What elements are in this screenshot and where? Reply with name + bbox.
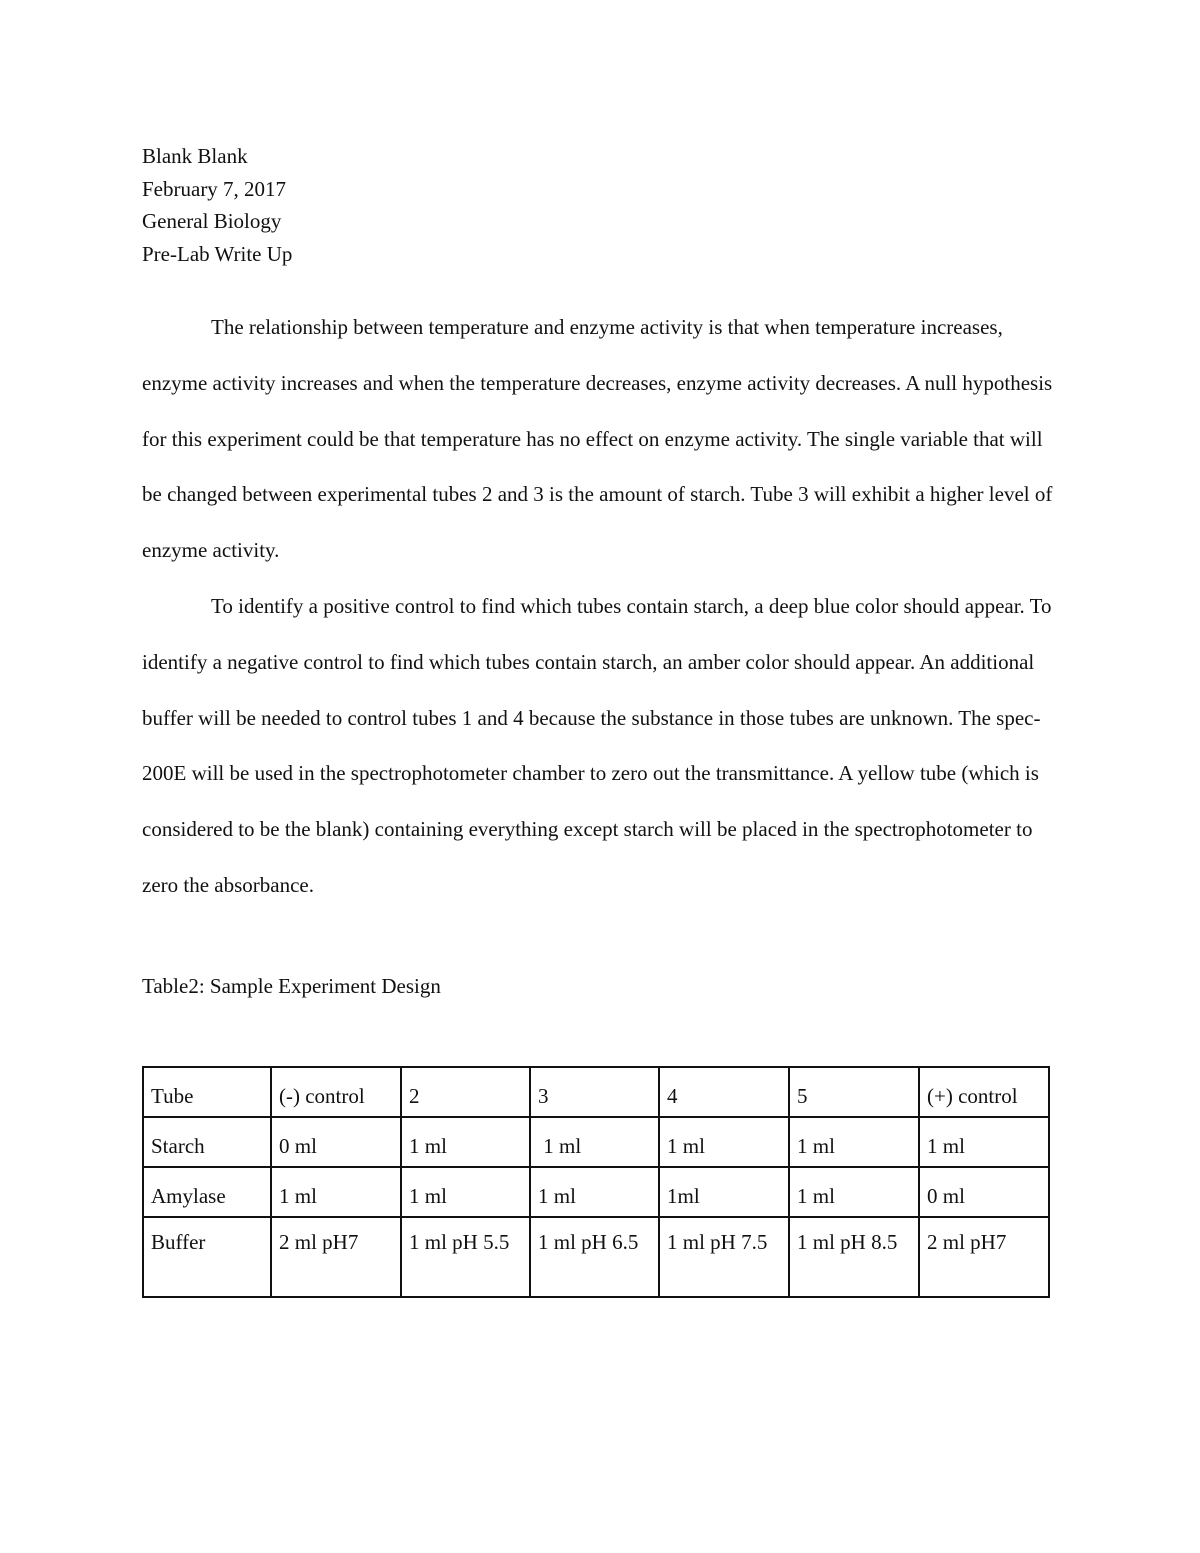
table-cell: 1 ml	[401, 1117, 530, 1167]
document-body	[142, 300, 1062, 914]
table-cell: 1 ml	[659, 1117, 789, 1167]
assignment-title: Pre-Lab Write Up	[142, 241, 293, 266]
course-name: General Biology	[142, 209, 282, 233]
table-cell: 3	[530, 1067, 659, 1117]
table-cell: Amylase	[143, 1167, 271, 1217]
table-cell: 2 ml pH7	[271, 1217, 401, 1297]
table-cell: 1 ml	[401, 1167, 530, 1217]
table-cell: 2 ml pH7	[919, 1217, 1049, 1297]
table-cell: Tube	[143, 1067, 271, 1117]
table-cell: 1ml	[659, 1167, 789, 1217]
table-cell: 1 ml pH 7.5	[659, 1217, 789, 1297]
table-cell: 0 ml	[271, 1117, 401, 1167]
table-cell: 0 ml	[919, 1167, 1049, 1217]
author-name: Blank Blank	[142, 144, 248, 168]
table-caption: Table2: Sample Experiment Design	[142, 974, 441, 998]
table-cell: Buffer	[143, 1217, 271, 1297]
paragraph-hypothesis: The relationship between temperature and enzyme activity is that when temperature increases, enzyme activity increases and when the temperature decreases, enzyme activity decreases. A null hypothesis for this experiment could be that temperature has no effect on enzyme activity. The single variable that will be changed between experimental tubes 2 and 3 is the amount of starch. Tube 3 will exhibit a higher level of enzyme activity.	[142, 315, 1053, 563]
table-cell: 1 ml	[789, 1117, 919, 1167]
table-row	[143, 1167, 1049, 1217]
experiment-design-table	[142, 1066, 1050, 1298]
table-cell: 1 ml	[271, 1167, 401, 1217]
table-cell: 1 ml	[789, 1167, 919, 1217]
table-cell: 1 ml	[919, 1117, 1049, 1167]
table-cell: 2	[401, 1067, 530, 1117]
table-cell: 1 ml pH 8.5	[789, 1217, 919, 1297]
document-page	[142, 140, 1062, 914]
table-cell: Starch	[143, 1117, 271, 1167]
table-cell: 5	[789, 1067, 919, 1117]
table-row	[143, 1217, 1049, 1297]
table-row	[143, 1117, 1049, 1167]
table-cell: (+) control	[919, 1067, 1049, 1117]
table-cell: 1 ml	[530, 1117, 659, 1167]
table-row	[143, 1067, 1049, 1117]
table-cell: 1 ml pH 5.5	[401, 1217, 530, 1297]
table-cell: 1 ml	[530, 1167, 659, 1217]
table-cell: 1 ml pH 6.5	[530, 1217, 659, 1297]
table-cell: (-) control	[271, 1067, 401, 1117]
paragraph-controls: To identify a positive control to find which tubes contain starch, a deep blue color should appear. To identify a negative control to find which tubes contain starch, an amber color should appear. An additional buffer will be needed to control tubes 1 and 4 because the substance in those tubes are unknown. The spec-200E will be used in the spectrophotometer chamber to zero out the transmittance. A yellow tube (which is considered to be the blank) containing everything except starch will be placed in the spectrophotometer to zero the absorbance.	[142, 593, 1052, 897]
table-cell: 4	[659, 1067, 789, 1117]
document-date: February 7, 2017	[142, 176, 287, 201]
